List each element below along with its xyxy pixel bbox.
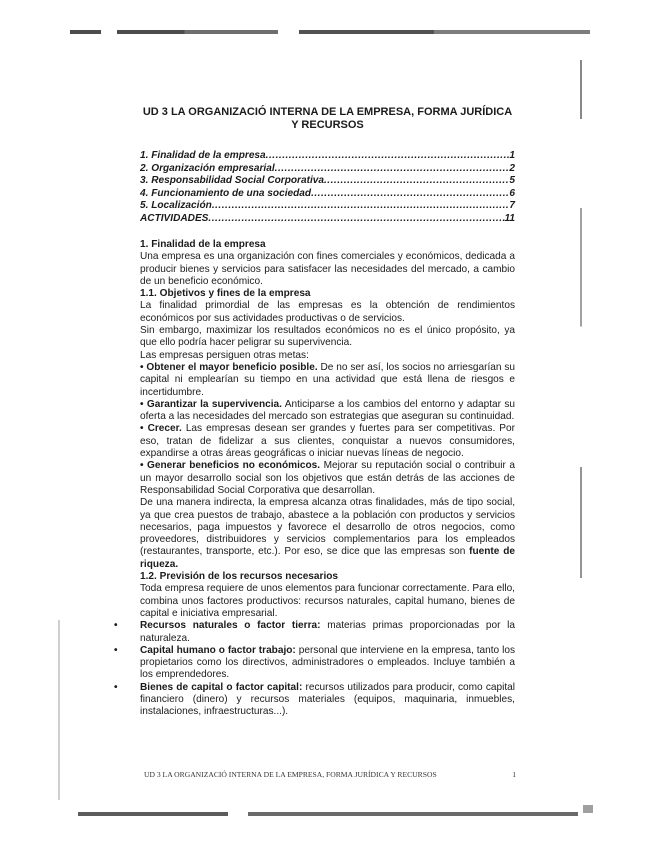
subsection-heading: 1.2. Previsión de los recursos necesarios: [140, 571, 339, 583]
scan-mark: [583, 805, 593, 813]
toc-entry[interactable]: [140, 200, 515, 213]
toc-leader-dots: [266, 150, 510, 163]
list-item: [114, 620, 516, 645]
list-item: [140, 423, 515, 460]
page-footer: [144, 770, 516, 779]
toc-entry-label: ACTIVIDADES: [140, 212, 209, 224]
toc-entry-page: 7: [509, 200, 515, 211]
list-item-lead: Obtener el mayor beneficio posible.: [146, 361, 318, 373]
footer-text: UD 3 LA ORGANIZACIÓ INTERNA DE LA EMPRESA, FORMA JURÍDICA Y RECURSOS: [144, 770, 437, 779]
list-item-text: De no ser así, los socios no arriesgarían su capital ni emplearían su tiempo en una actividad que está llena de riesgos e incertidumbre.: [140, 361, 515, 398]
list-item-text: recursos utilizados para producir, como capital financiero (dinero) y recursos materiales (equipos, maquinaria, inmuebles, instalaciones, infraestructuras...).: [140, 681, 515, 718]
list-item-lead: Generar beneficios no económicos.: [147, 460, 321, 472]
list-item-lead: Recursos naturales o factor tierra:: [140, 620, 321, 632]
paragraph-text: De una manera indirecta, la empresa alcanza otras finalidades, más de tipo social, ya que crea puestos de trabajo, abastece a la población con productos y servicios necesarios, paga impuestos y favorece el desarrollo de otros negocios, como proveedores, distribuidores y servicios complementarios para los empleados (restaurantes, transporte, etc.). Por eso, se dice que las empresas son: [140, 497, 515, 558]
toc-leader-dots: [208, 213, 504, 226]
table-of-contents: [140, 150, 515, 225]
list-item-lead: Crecer.: [147, 423, 182, 435]
paragraph: [140, 497, 515, 571]
list-item: [114, 644, 515, 682]
list-item-text: Anticiparse a los cambios del entorno y adaptar su oferta a las necesidades del mercado son estrategias que aseguran su continuidad.: [140, 398, 515, 423]
scan-edge-top: [70, 30, 590, 34]
toc-entry-label: 2. Organización empresarial: [140, 162, 275, 174]
subsection-heading: 1.1. Objetivos y fines de la empresa: [140, 288, 311, 300]
list-item: [140, 362, 515, 399]
paragraph: Toda empresa requiere de unos elementos para funcionar correctamente. Para ello, combina unos factores productivos: recursos naturales, capital humano, bienes de capital e iniciativa empresarial.: [140, 583, 515, 619]
scan-edge-right: [580, 60, 582, 800]
list-item: [140, 460, 515, 497]
bullet-icon: •: [114, 644, 118, 656]
page-number: 1: [512, 770, 516, 779]
paragraph: La finalidad primordial de las empresas es la obtención de rendimientos económicos por sus actividades productivas o de servicios.: [140, 300, 515, 324]
document-page: [114, 106, 516, 719]
toc-entry-label: 1. Finalidad de la empresa: [140, 150, 266, 161]
list-item: [114, 681, 515, 719]
paragraph: Las empresas persiguen otras metas:: [140, 349, 309, 361]
toc-leader-dots: [275, 163, 510, 176]
bullet-icon: •: [140, 398, 147, 410]
toc-entry[interactable]: [140, 175, 515, 188]
toc-entry[interactable]: [140, 150, 515, 163]
list-item-lead: Bienes de capital o factor capital:: [140, 681, 303, 693]
toc-entry-label: 4. Funcionamiento de una sociedad: [140, 187, 312, 199]
list-item: [140, 399, 515, 424]
list-item-text: Las empresas desean ser grandes y fuertes para ser competitivas. Por eso, tratan de fidelizar a sus clientes, conquistar a nuevos consumidores, expandirse a otras áreas geográficas o iniciar nuevas líneas de negocio.: [140, 423, 515, 460]
toc-entry[interactable]: [140, 213, 515, 226]
toc-leader-dots: [311, 188, 509, 201]
toc-entry-page: 1: [509, 150, 515, 161]
paragraph: Sin embargo, maximizar los resultados económicos no es el único propósito, ya que ello podría hacer peligrar su supervivencia.: [140, 325, 515, 349]
paragraph: Una empresa es una organización con fines comerciales y económicos, dedicada a producir bienes y servicios para satisfacer las necesidades del mercado, a cambio de un beneficio económico.: [140, 251, 515, 287]
list-item-lead: Garantizar la supervivencia.: [146, 398, 282, 410]
scan-edge-bottom: [78, 812, 578, 816]
toc-entry[interactable]: [140, 163, 515, 176]
bullet-icon: •: [140, 361, 147, 373]
list-item-text: materias primas proporcionadas por la naturaleza.: [140, 620, 516, 644]
list-item-lead: Capital humano o factor trabajo:: [140, 644, 296, 656]
toc-entry-label: 5. Localización: [140, 200, 212, 211]
toc-entry-label: 3. Responsabilidad Social Corporativa: [140, 175, 324, 186]
toc-entry-page: 5: [509, 175, 515, 186]
toc-leader-dots: [324, 175, 509, 188]
document-title: UD 3 LA ORGANIZACIÓ INTERNA DE LA EMPRESA, FORMA JURÍDICA Y RECURSOS: [142, 106, 513, 131]
toc-entry-page: 6: [509, 187, 515, 199]
bullet-icon: •: [114, 681, 118, 693]
toc-leader-dots: [212, 200, 510, 213]
toc-entry-page: 11: [504, 212, 515, 224]
section-heading: 1. Finalidad de la empresa: [140, 239, 266, 250]
list-item-text: personal que interviene en la empresa, tanto los propietarios como los directivos, administradores o empleados. Incluye también a los emprendedores.: [140, 644, 515, 681]
toc-entry-page: 2: [509, 162, 515, 174]
paragraph-emphasis: fuente de riqueza.: [140, 546, 515, 570]
toc-entry[interactable]: [140, 188, 515, 201]
bullet-icon: •: [140, 460, 148, 472]
scan-edge-left: [58, 620, 60, 800]
bullet-icon: •: [140, 423, 148, 435]
bullet-icon: •: [114, 620, 118, 632]
resources-list: [114, 620, 516, 718]
list-item-text: Mejorar su reputación social o contribuir a un mayor desarrollo social son los objetivos que están detrás de las acciones de Responsabilidad Social Corporativa que desarrollan.: [140, 460, 515, 496]
